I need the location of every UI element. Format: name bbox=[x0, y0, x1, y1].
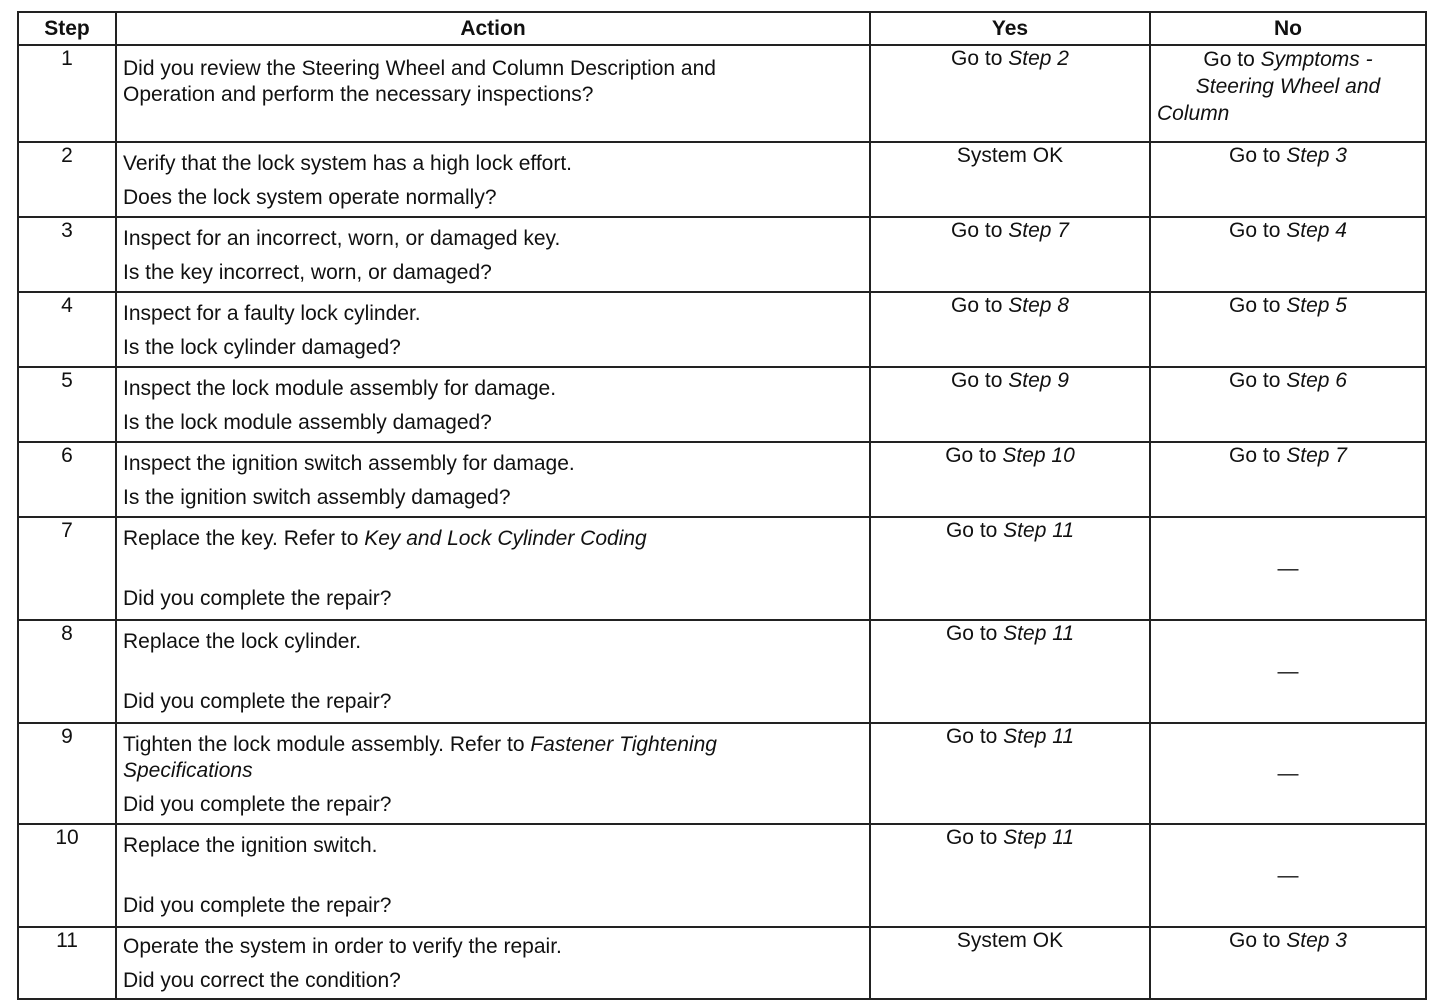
action-question: Did you complete the repair? bbox=[123, 894, 392, 917]
reference-link[interactable]: Fastener Tightening bbox=[530, 733, 717, 756]
action-cell bbox=[116, 367, 870, 442]
reference-link[interactable]: Specifications bbox=[123, 759, 253, 782]
action-question: Is the lock cylinder damaged? bbox=[123, 336, 401, 359]
step-number: 4 bbox=[18, 292, 116, 367]
symptoms-link[interactable]: Column bbox=[1157, 102, 1230, 125]
step-number: 11 bbox=[18, 927, 116, 999]
action-line: Inspect for a faulty lock cylinder. bbox=[123, 302, 421, 325]
table-row bbox=[18, 292, 1426, 367]
yes-prefix: Go to bbox=[945, 826, 1004, 849]
action-cell bbox=[116, 517, 870, 620]
action-cell bbox=[116, 927, 870, 999]
no-prefix: Go to bbox=[1203, 48, 1261, 71]
yes-text: System OK bbox=[956, 929, 1064, 952]
step-link[interactable]: Step 9 bbox=[1008, 369, 1069, 392]
symptoms-link[interactable]: Steering Wheel and bbox=[1195, 75, 1381, 98]
yes-cell bbox=[870, 367, 1150, 442]
action-line bbox=[123, 526, 863, 552]
yes-cell bbox=[870, 723, 1150, 824]
action-cell bbox=[116, 442, 870, 517]
no-prefix: Go to bbox=[1229, 369, 1287, 392]
table-row bbox=[18, 620, 1426, 723]
reference-link[interactable]: Key and Lock Cylinder Coding bbox=[364, 527, 647, 550]
action-line: Verify that the lock system has a high lock effort. bbox=[123, 152, 572, 175]
step-link[interactable]: Step 3 bbox=[1286, 144, 1347, 167]
step-link[interactable]: Step 11 bbox=[1003, 622, 1075, 645]
action-line: Operate the system in order to verify the repair. bbox=[123, 935, 562, 958]
header-row bbox=[18, 12, 1426, 45]
action-question: Did you complete the repair? bbox=[123, 587, 392, 610]
action-question: Did you complete the repair? bbox=[123, 793, 392, 816]
yes-prefix: Go to bbox=[945, 444, 1003, 467]
no-cell: — bbox=[1150, 620, 1426, 723]
yes-cell bbox=[870, 620, 1150, 723]
no-cell bbox=[1150, 45, 1426, 142]
action-cell bbox=[116, 824, 870, 927]
diagnostic-table bbox=[17, 11, 1427, 1000]
yes-cell bbox=[870, 824, 1150, 927]
no-cell bbox=[1150, 292, 1426, 367]
step-link[interactable]: Step 11 bbox=[1003, 725, 1075, 748]
action-cell bbox=[116, 292, 870, 367]
step-link[interactable]: Step 5 bbox=[1286, 294, 1347, 317]
step-link[interactable]: Step 7 bbox=[1286, 444, 1347, 467]
step-number: 2 bbox=[18, 142, 116, 217]
step-number: 7 bbox=[18, 517, 116, 620]
yes-cell bbox=[870, 517, 1150, 620]
action-question: Is the lock module assembly damaged? bbox=[123, 411, 492, 434]
step-link[interactable]: Step 4 bbox=[1286, 219, 1347, 242]
yes-prefix: Go to bbox=[951, 219, 1009, 242]
yes-cell bbox=[870, 45, 1150, 142]
no-cell bbox=[1150, 442, 1426, 517]
step-link[interactable]: Step 6 bbox=[1286, 369, 1347, 392]
action-line: Replace the lock cylinder. bbox=[123, 630, 362, 653]
yes-cell bbox=[870, 442, 1150, 517]
action-question: Does the lock system operate normally? bbox=[123, 186, 497, 209]
action-cell bbox=[116, 45, 870, 142]
action-line: Replace the ignition switch. bbox=[123, 834, 378, 857]
no-cell bbox=[1150, 927, 1426, 999]
step-number: 5 bbox=[18, 367, 116, 442]
yes-cell bbox=[870, 292, 1150, 367]
no-prefix: Go to bbox=[1229, 929, 1287, 952]
action-question: Did you complete the repair? bbox=[123, 690, 392, 713]
action-text: Replace the key. Refer to bbox=[123, 527, 365, 550]
no-cell: — bbox=[1150, 517, 1426, 620]
table-row bbox=[18, 723, 1426, 824]
step-link[interactable]: Step 10 bbox=[1002, 444, 1075, 467]
symptoms-link[interactable]: Symptoms - bbox=[1260, 48, 1373, 71]
no-prefix: Go to bbox=[1229, 294, 1287, 317]
table-row bbox=[18, 217, 1426, 292]
yes-prefix: Go to bbox=[945, 725, 1004, 748]
step-number: 10 bbox=[18, 824, 116, 927]
step-number: 1 bbox=[18, 45, 116, 142]
action-line: Operation and perform the necessary inspections? bbox=[123, 83, 594, 106]
no-cell bbox=[1150, 217, 1426, 292]
step-number: 8 bbox=[18, 620, 116, 723]
header-no: No bbox=[1150, 12, 1426, 45]
action-line: Inspect for an incorrect, worn, or damaged key. bbox=[123, 227, 561, 250]
action-line bbox=[123, 732, 863, 758]
action-line: Inspect the lock module assembly for damage. bbox=[123, 377, 557, 400]
yes-text: System OK bbox=[956, 144, 1064, 167]
action-cell bbox=[116, 217, 870, 292]
action-question: Is the key incorrect, worn, or damaged? bbox=[123, 261, 492, 284]
step-number: 6 bbox=[18, 442, 116, 517]
table-row bbox=[18, 442, 1426, 517]
no-prefix: Go to bbox=[1229, 144, 1287, 167]
table-row bbox=[18, 927, 1426, 999]
table-row bbox=[18, 824, 1426, 927]
yes-prefix: Go to bbox=[945, 622, 1004, 645]
yes-prefix: Go to bbox=[951, 47, 1009, 70]
table-row bbox=[18, 45, 1426, 142]
yes-prefix: Go to bbox=[951, 294, 1009, 317]
action-question: Is the ignition switch assembly damaged? bbox=[123, 486, 511, 509]
step-number: 9 bbox=[18, 723, 116, 824]
yes-prefix: Go to bbox=[951, 369, 1009, 392]
header-yes: Yes bbox=[870, 12, 1150, 45]
no-cell bbox=[1150, 367, 1426, 442]
step-link[interactable]: Step 7 bbox=[1008, 219, 1069, 242]
no-cell bbox=[1150, 142, 1426, 217]
header-action: Action bbox=[116, 12, 870, 45]
step-link[interactable]: Step 2 bbox=[1008, 47, 1069, 70]
action-cell bbox=[116, 723, 870, 824]
action-question: Did you correct the condition? bbox=[123, 969, 401, 992]
no-prefix: Go to bbox=[1229, 219, 1287, 242]
yes-cell bbox=[870, 217, 1150, 292]
no-cell: — bbox=[1150, 824, 1426, 927]
yes-cell bbox=[870, 142, 1150, 217]
step-link[interactable]: Step 3 bbox=[1286, 929, 1347, 952]
no-prefix: Go to bbox=[1229, 444, 1287, 467]
action-cell bbox=[116, 142, 870, 217]
step-number: 3 bbox=[18, 217, 116, 292]
yes-prefix: Go to bbox=[945, 519, 1004, 542]
step-link[interactable]: Step 11 bbox=[1003, 519, 1075, 542]
table-row bbox=[18, 142, 1426, 217]
step-link[interactable]: Step 11 bbox=[1003, 826, 1075, 849]
header-step: Step bbox=[18, 12, 116, 45]
step-link[interactable]: Step 8 bbox=[1008, 294, 1069, 317]
action-line: Inspect the ignition switch assembly for damage. bbox=[123, 452, 575, 475]
table-row bbox=[18, 367, 1426, 442]
yes-cell bbox=[870, 927, 1150, 999]
table-row bbox=[18, 517, 1426, 620]
no-cell: — bbox=[1150, 723, 1426, 824]
action-cell bbox=[116, 620, 870, 723]
action-line: Did you review the Steering Wheel and Column Description and bbox=[123, 57, 716, 80]
action-text: Tighten the lock module assembly. Refer to bbox=[123, 733, 531, 756]
